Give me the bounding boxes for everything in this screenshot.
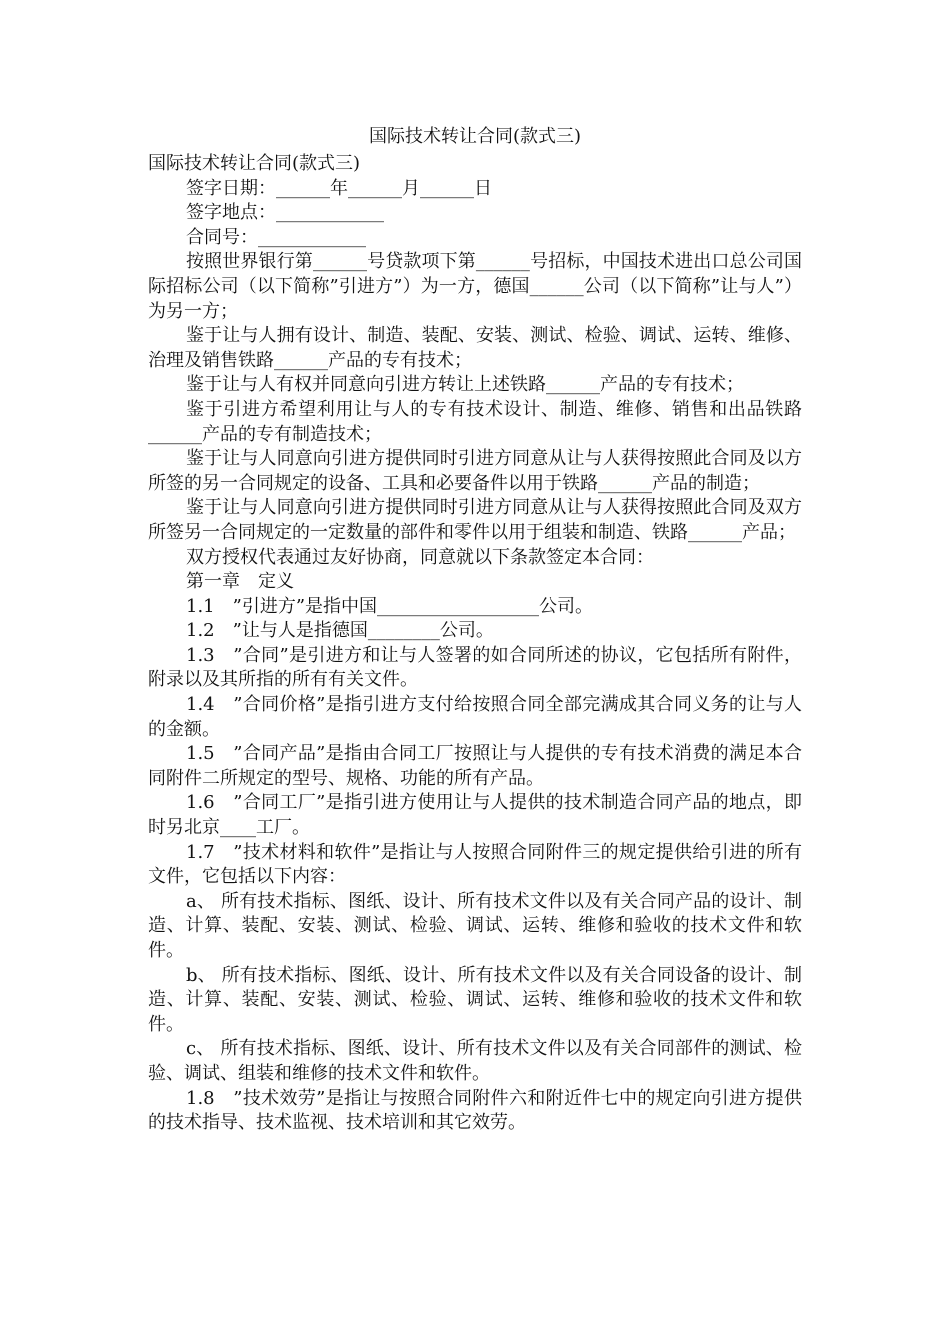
- paragraph: 1.5 ”合同产品”是指由合同工厂按照让与人提供的专有技术消费的满足本合同附件二所规定的型号、规格、功能的所有产品。: [148, 743, 802, 789]
- document-subtitle: 国际技术转让合同(款式三): [148, 153, 361, 174]
- paragraph: 按照世界银行第______号贷款项下第______号招标，中国技术进出口总公司国际招标公司（以下简称”引进方”）为一方，德国______公司（以下简称”让与人”）为另一方；: [148, 251, 802, 322]
- paragraph: 鉴于让与人拥有设计、制造、装配、安装、测试、检验、调试、运转、维修、治理及销售铁路______产品的专有技术；: [148, 325, 802, 371]
- paragraph: 1.3 ”合同”是引进方和让与人签署的如合同所述的协议，它包括所有附件，附录以及其所指的所有有关文件。: [148, 644, 802, 691]
- paragraph: 双方授权代表通过友好协商，同意就以下条款签定本合同：: [186, 546, 654, 568]
- paragraph: 第一章 定义: [186, 571, 294, 593]
- paragraph: c、 所有技术指标、图纸、设计、所有技术文件以及有关合同部件的测试、检验、调试、组装和维修的技术文件和软件。: [148, 1038, 802, 1084]
- document-title: 国际技术转让合同(款式三): [368, 126, 582, 147]
- paragraph: 合同号：____________: [186, 226, 366, 248]
- paragraph: 签字日期：______年______月______日: [186, 177, 492, 199]
- paragraph: 1.2 ”让与人是指德国________公司。: [186, 620, 494, 642]
- paragraph: a、 所有技术指标、图纸、设计、所有技术文件以及有关合同产品的设计、制造、计算、装配、安装、测试、检验、调试、运转、维修和验收的技术文件和软件。: [148, 890, 802, 961]
- paragraph: 1.1 ”引进方”是指中国__________________公司。: [186, 595, 594, 617]
- paragraph: 1.7 ”技术材料和软件”是指让与人按照合同附件三的规定提供给引进的所有文件，它包括以下内容：: [148, 841, 802, 888]
- paragraph-list: [148, 152, 802, 1136]
- paragraph: 鉴于让与人同意向引进方提供同时引进方同意从让与人获得按照此合同及双方所签另一合同规定的一定数量的部件和零件以用于组装和制造、铁路______产品；: [148, 497, 802, 543]
- paragraph: 签字地点：____________: [186, 202, 384, 224]
- paragraph: 鉴于让与人有权并同意向引进方转让上述铁路______产品的专有技术；: [186, 374, 744, 396]
- paragraph: 1.6 ”合同工厂”是指引进方使用让与人提供的技术制造合同产品的地点，即时另北京____工厂。: [148, 792, 802, 839]
- paragraph: 鉴于让与人同意向引进方提供同时引进方同意从让与人获得按照此合同及以方所签的另一合同规定的设备、工具和必要备件以用于铁路______产品的制造；: [148, 448, 802, 494]
- paragraph: 1.8 ”技术效劳”是指让与按照合同附件六和附近件七中的规定向引进方提供的技术指导、技术监视、技术培训和其它效劳。: [148, 1087, 802, 1134]
- paragraph: 1.4 ”合同价格”是指引进方支付给按照合同全部完满成其合同义务的让与人的金额。: [148, 694, 802, 740]
- paragraph: 鉴于引进方希望利用让与人的专有技术设计、制造、维修、销售和出品铁路______产品的专有制造技术；: [148, 398, 802, 445]
- document-body: [148, 124, 802, 1136]
- paragraph: b、 所有技术指标、图纸、设计、所有技术文件以及有关合同设备的设计、制造、计算、装配、安装、测试、检验、调试、运转、维修和验收的技术文件和软件。: [148, 964, 802, 1035]
